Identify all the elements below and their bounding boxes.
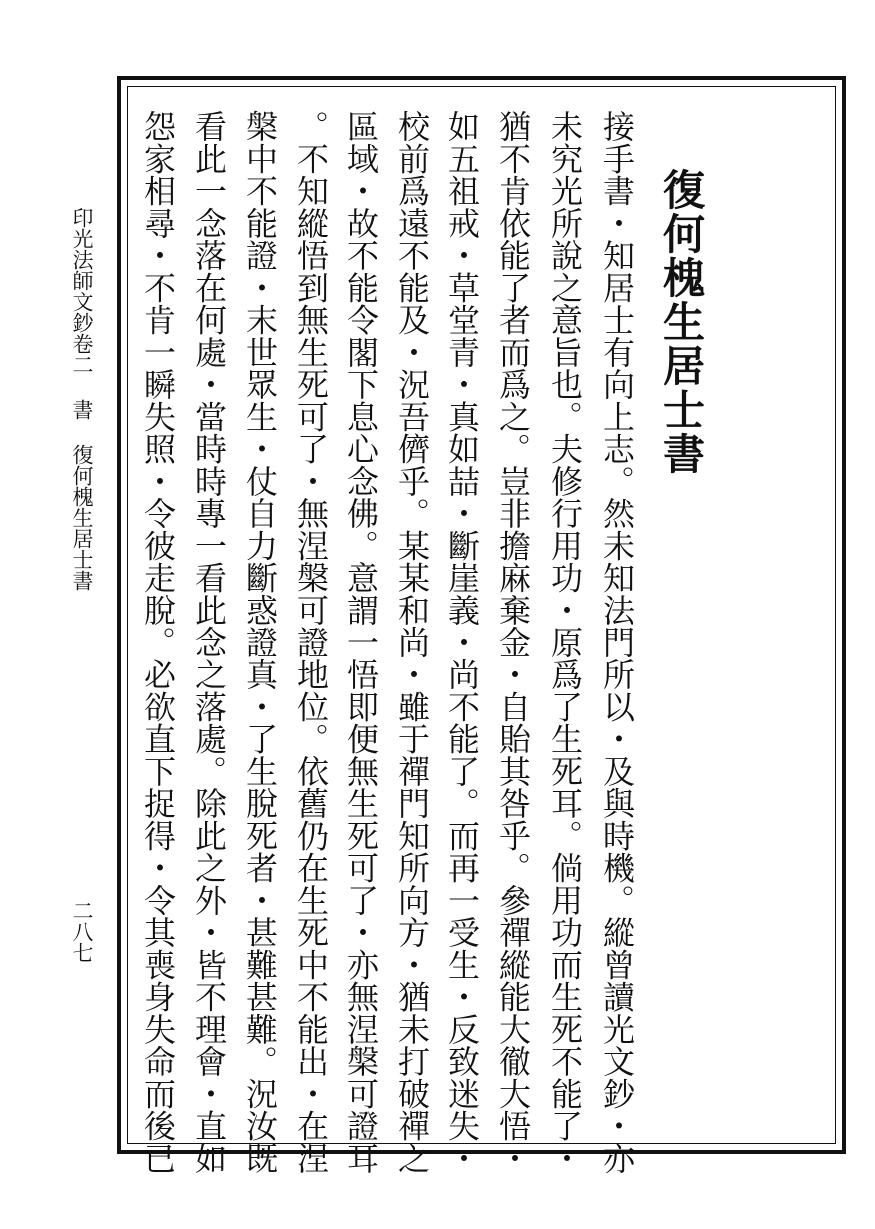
letter-title: 復何槐生居士書 xyxy=(657,168,706,476)
page-number: 二八七 xyxy=(70,900,94,963)
text-column-3: 猶不肯依能了者而爲之。豈非擔麻棄金・自貽其咎乎。參禪縱能大徹大悟・ xyxy=(494,110,532,1174)
text-column-6: 區域・故不能令閣下息心念佛。意謂一悟即便無生死可了・亦無涅槃可證耳 xyxy=(342,110,380,1174)
text-column-8: 槃中不能證・末世眾生・仗自力斷惑證真・了生脫死者・甚難甚難。況汝既 xyxy=(241,110,279,1174)
text-column-4: 如五祖戒・草堂青・真如喆・斷崖義・尚不能了。而再一受生・反致迷失・ xyxy=(443,110,481,1174)
text-column-1: 接手書・知居士有向上志。然未知法門所以・及與時機。縱曾讀光文鈔・亦 xyxy=(598,110,636,1174)
text-column-5: 校前爲遠不能及・況吾儕乎。某某和尚・雖于禪門知所向方・猶未打破禪之 xyxy=(393,110,431,1174)
text-column-7: 。不知縱悟到無生死可了・無涅槃可證地位。依舊仍在生死中不能出・在涅 xyxy=(292,110,330,1174)
running-title: 印光法師文鈔卷二 書 復何槐生居士書 xyxy=(70,207,94,591)
text-column-9: 看此一念落在何處・當時時專一看此念之落處。除此之外・皆不理會・直如 xyxy=(190,110,228,1174)
page-border-inner xyxy=(127,86,836,1144)
text-column-2: 未究光所說之意旨也。夫修行用功・原爲了生死耳。倘用功而生死不能了・ xyxy=(546,110,584,1174)
text-column-10: 怨家相尋・不肯一瞬失照・令彼走脫。必欲直下捉得・令其喪身失命而後已 xyxy=(139,110,177,1174)
